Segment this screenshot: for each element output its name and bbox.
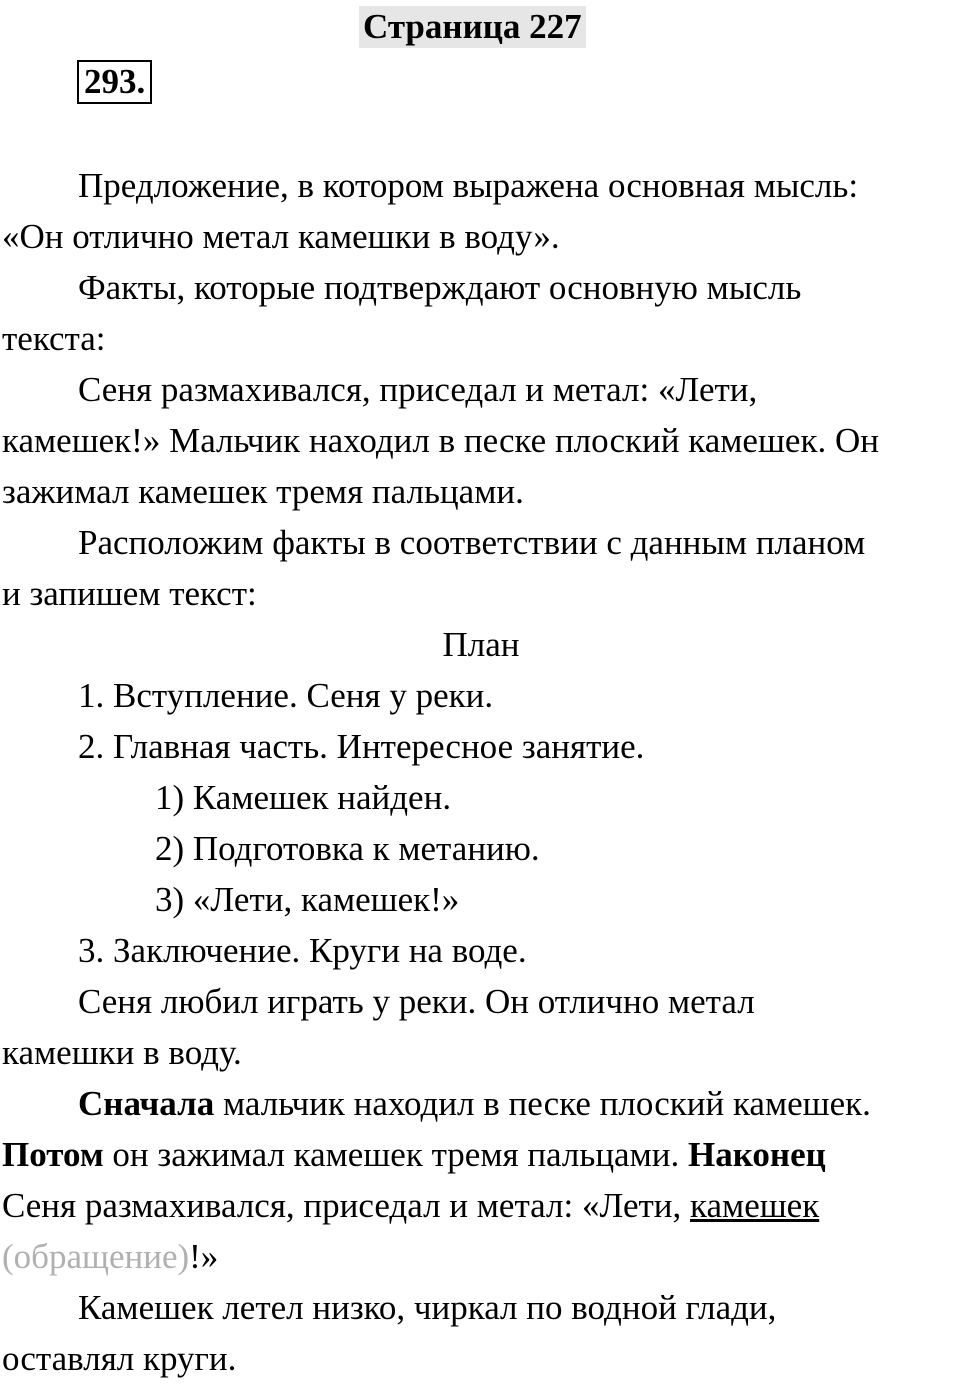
text-line: оставлял круги. xyxy=(2,1339,237,1378)
plan-title: План xyxy=(442,625,520,664)
text-fragment: он зажимал камешек тремя пальцами. xyxy=(103,1135,688,1174)
main-idea-intro: Предложение, в котором выражена основная мысль: xyxy=(78,166,859,205)
text-line xyxy=(2,1129,960,1180)
arrange-line: Расположим факты в соответствии с данным планом xyxy=(78,523,866,562)
text-fragment: Сеня размахивался, приседал и метал: «Лети, xyxy=(2,1186,691,1225)
plan-item: 3. Заключение. Круги на воде. xyxy=(78,931,527,970)
text-line xyxy=(2,1180,960,1231)
plan-subitem: 2) Подготовка к метанию. xyxy=(155,829,540,868)
page-title: Страница 227 xyxy=(359,6,586,48)
main-idea-quote: «Он отлично метал камешки в воду». xyxy=(2,217,560,256)
text-line: Сеня любил играть у реки. Он отлично метал xyxy=(78,982,755,1021)
facts-line: зажимал камешек тремя пальцами. xyxy=(2,472,524,511)
facts-intro-line: Факты, которые подтверждают основную мысль xyxy=(78,268,802,307)
plan-subitem: 1) Камешек найден. xyxy=(155,778,452,817)
task-number: 293. xyxy=(77,60,152,104)
first-keyword: Сначала xyxy=(78,1084,215,1123)
facts-line: камешек!» Мальчик находил в песке плоский камешек. Он xyxy=(2,421,879,460)
text-line: Камешек летел низко, чиркал по водной глади, xyxy=(78,1288,777,1327)
finally-keyword: Наконец xyxy=(687,1135,826,1174)
facts-intro-line: текста: xyxy=(2,319,106,358)
plan-item: 1. Вступление. Сеня у реки. xyxy=(78,676,494,715)
text-fragment: мальчик находил в песке плоский камешек. xyxy=(214,1084,871,1123)
answer-body xyxy=(2,160,960,1384)
plan-subitem: 3) «Лети, камешек!» xyxy=(155,880,460,919)
address-note: (обращение) xyxy=(2,1237,190,1276)
text-line: камешки в воду. xyxy=(2,1033,242,1072)
address-word: камешек xyxy=(690,1186,820,1225)
then-keyword: Потом xyxy=(2,1135,104,1174)
facts-line: Сеня размахивался, приседал и метал: «Лети, xyxy=(78,370,758,409)
text-line xyxy=(2,1231,960,1282)
plan-item: 2. Главная часть. Интересное занятие. xyxy=(78,727,645,766)
text-line xyxy=(2,1078,960,1129)
text-fragment: !» xyxy=(189,1237,219,1276)
arrange-line: и запишем текст: xyxy=(2,574,257,613)
